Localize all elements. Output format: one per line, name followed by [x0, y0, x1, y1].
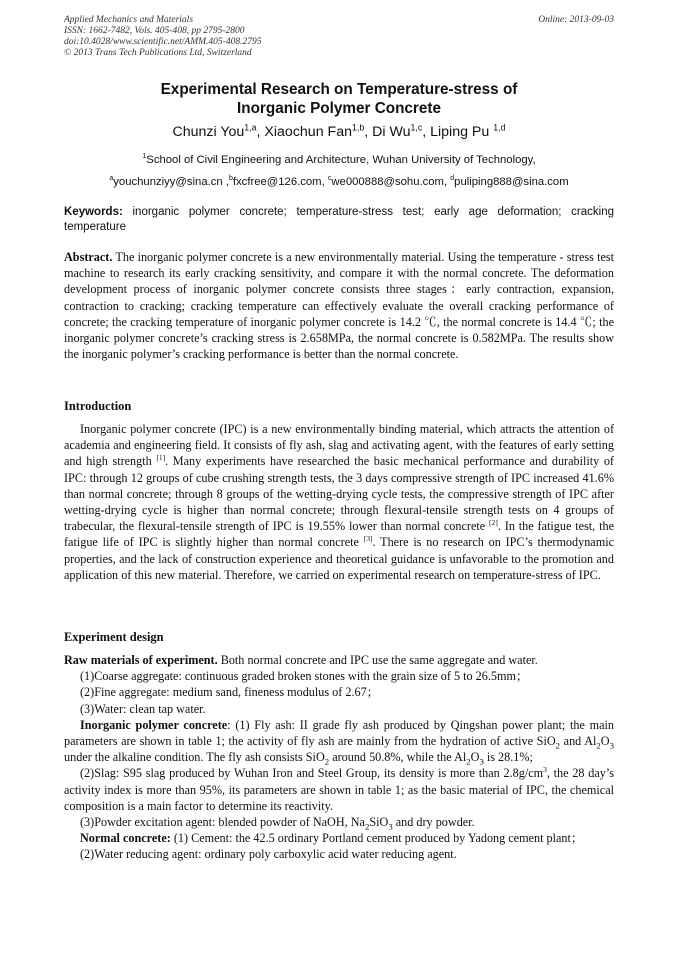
section-heading-introduction: Introduction	[64, 399, 132, 413]
email-link[interactable]: youchunziyy@sina.cn	[113, 176, 223, 188]
normal-concrete-paragraph: Normal concrete: (1) Cement: the 42.5 ordinary Portland cement produced by Yadong cement plant；	[80, 831, 584, 846]
water-reducer-item: (2)Water reducing agent: ordinary poly carboxylic acid water reducing agent.	[80, 847, 457, 862]
introduction-body: Inorganic polymer concrete (IPC) is a new environmentally binding material, which attracts the attention of academia and engineering field. It consists of fly ash, slag and activating agent, with the features of early setting and high strength [1]. Many experiments have researched the basic mechanical performance and durability of IPC: through 12 groups of cube crushing strength tests, the 3 days compressive strength of IPC increased 41.6% than normal concrete; through 8 groups of the wetting-drying cycle tests, the compressive strength of IPC after wetting-drying cycle is higher than normal concrete; through flexural-tensile strength tests on 4 groups of trabecular, the flexural-tensile strength of IPC is 19.55% lower than normal concrete [2]. In the fatigue test, the fatigue life of IPC is slightly higher than normal concrete [3]. There is no research on IPC’s thermodynamic properties, and the lack of construction experience and theoretical guidance is unfavorable to the promotion and application of this new material. Therefore, we carried on experimental research on temperature-stress of IPC.	[64, 422, 614, 582]
online-date: Online: 2013-09-03	[538, 15, 614, 25]
author-affil-sup: 1,b	[351, 122, 365, 133]
citation-ref[interactable]: [3]	[363, 534, 373, 544]
paper-title	[0, 80, 678, 118]
copyright: © 2013 Trans Tech Publications Ltd, Switzerland	[64, 48, 252, 58]
keywords-text: inorganic polymer concrete; temperature-stress test; early age deformation; cracking temperature	[64, 206, 614, 233]
author-affil-sup: 1,c	[410, 122, 423, 133]
journal-name: Applied Mechanics and Materials	[64, 15, 194, 25]
normal-concrete-label: Normal concrete:	[80, 831, 171, 846]
ipc-label: Inorganic polymer concrete	[80, 717, 228, 732]
email-link[interactable]: we000888@sohu.com	[331, 176, 444, 188]
email-link[interactable]: puliping888@sina.com	[454, 176, 569, 188]
experiment-design-body: Raw materials of experiment. Both normal concrete and IPC use the same aggregate and water. (1)Coarse aggregate: continuous graded broken stones with the grain size of 5 to 26.5mm； (2)Fine aggregate: medium sand, fineness modulus of 2.67； (3)Water: clean tap water. Inorganic polymer concrete: (1) Fly ash: II grade fly ash produced by Qingshan power plant; the main parameters are shown in table 1; the activity of fly ash are mainly from the hydration of active SiO$_2$ and $Al_2O_3$ under the alkaline condition. The fly ash consists SiO$_2$ around 50.8%, while the $Al_2O_3$ is 28.1%; (2)Slag: S95 slag produced by Wuhan Iron and Steel Group, its density is more than $2.8g/cm^3$, the 28 day’s activity index is more than 95%, its parameters are shown in table 1; as the basic material of IPC, the chemical composition is a main factor to determine its reactivity. (3)Powder excitation agent: blended powder of NaOH, $Na_2SiO_3$ and dry powder. Normal concrete: (1) Cement: the 42.5 ordinary Portland cement produced by Yadong cement plant； (2)Water reducing agent: ordinary poly carboxylic acid water reducing agent.	[64, 653, 614, 862]
powder-agent-item: (3)Powder excitation agent: blended powder of NaOH, $Na_2SiO_3$ and dry powder.	[80, 815, 475, 832]
keywords-label: Keywords:	[64, 206, 123, 218]
coarse-aggregate-item: (1)Coarse aggregate: continuous graded broken stones with the grain size of 5 to 26.5mm；	[80, 669, 529, 684]
ipc-paragraph: Inorganic polymer concrete: (1) Fly ash: II grade fly ash produced by Qingshan power plant; the main parameters are shown in table 1; the activity of fly ash are mainly from the hydration of active SiO$_2$ and $Al_2O_3$ under the alkaline condition. The fly ash consists SiO$_2$ around 50.8%, while the $Al_2O_3$ is 28.1%;	[64, 717, 614, 767]
title-line-1: Experimental Research on Temperature-stress of	[160, 81, 518, 98]
email-list: $^a$youchunziyy@sina.cn ,$^b$fxcfree@126.com, $^c$we000888@sohu.com, $^d$puliping888@sina.com	[109, 175, 569, 188]
slag-item: (2)Slag: S95 slag produced by Wuhan Iron and Steel Group, its density is more than $2.8g/cm^3$, the 28 day’s activity index is more than 95%, its parameters are shown in table 1; as the basic material of IPC, the chemical composition is a main factor to determine its reactivity.	[64, 765, 614, 813]
author-affil-sup: 1,a	[244, 122, 257, 133]
author-name: Di Wu	[372, 124, 411, 140]
abstract-label: Abstract.	[64, 250, 113, 264]
running-header	[64, 15, 614, 59]
author-name: Chunzi You	[172, 124, 245, 140]
affiliation-block	[0, 149, 678, 193]
author-name: Liping Pu	[430, 124, 490, 140]
issn: ISSN: 1662-7482, Vols. 405-408, pp 2795-2800	[64, 26, 245, 36]
abstract	[64, 249, 614, 362]
keywords	[64, 205, 614, 235]
email-link[interactable]: fxcfree@126.com	[232, 176, 322, 188]
doi: doi:10.4028/www.scientific.net/AMM.405-408.2795	[64, 37, 262, 47]
author-list: Chunzi You$^{1,a}$, Xiaochun Fan$^{1,b}$, Di Wu$^{1,c}$, Liping Pu $^{1,d}$	[172, 122, 506, 140]
title-line-2: Inorganic Polymer Concrete	[236, 100, 441, 117]
author-name: Xiaochun Fan	[264, 124, 352, 140]
water-item: (3)Water: clean tap water.	[80, 701, 206, 716]
citation-ref[interactable]: [1]	[156, 453, 166, 463]
raw-materials-label: Raw materials of experiment.	[64, 653, 218, 667]
abstract-text: The inorganic polymer concrete is a new environmentally material. Using the temperature - stress test machine to research its early cracking sensitivity, and compare it with the normal concrete. The deformation development process of inorganic polymer concrete consists three stages：early contraction, expansion, contraction to cracking; cracking temperature can effectively evaluate the overall cracking performance of concrete; the cracking temperature of inorganic polymer concrete is 14.2 ℃, the normal concrete is 14.4 ℃; the inorganic polymer concrete’s cracking stress is 2.658MPa, the normal concrete is 0.582MPa. The results show the inorganic polymer’s cracking performance is better than the normal concrete.	[64, 250, 615, 362]
author-affil-sup: 1,d	[493, 122, 506, 133]
section-heading-experiment-design: Experiment design	[64, 630, 164, 644]
affiliation: $^1$School of Civil Engineering and Architecture, Wuhan University of Technology,	[142, 153, 536, 166]
citation-ref[interactable]: [2]	[489, 518, 498, 528]
fine-aggregate-item: (2)Fine aggregate: medium sand, fineness modulus of 2.67；	[80, 685, 379, 700]
